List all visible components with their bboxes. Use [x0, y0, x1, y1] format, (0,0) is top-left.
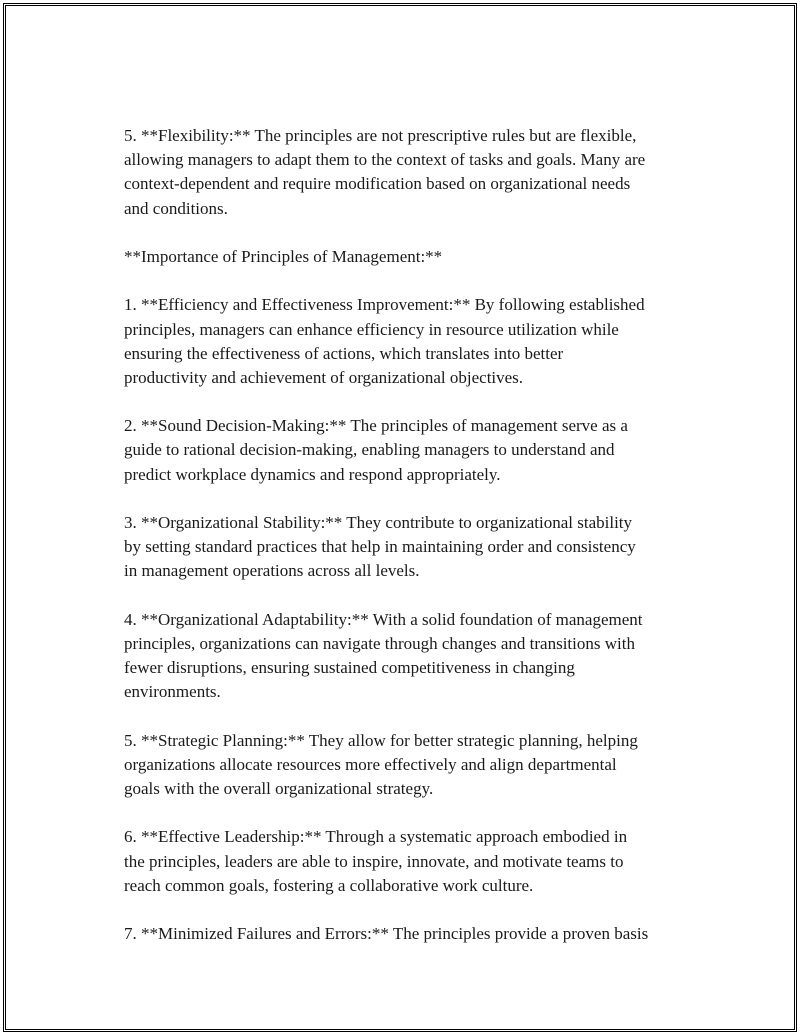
- text-line: **Importance of Principles of Management:**: [124, 246, 443, 266]
- text-line: organizations allocate resources more effectively and align departmental: [124, 754, 617, 774]
- paragraph: [124, 124, 704, 221]
- paragraph: [124, 729, 704, 802]
- text-line: 5. **Strategic Planning:** They allow for better strategic planning, helping: [124, 730, 638, 750]
- paragraph: [124, 414, 704, 487]
- text-line: principles, managers can enhance efficiency in resource utilization while: [124, 319, 619, 339]
- text-line: and conditions.: [124, 198, 228, 218]
- text-line: productivity and achievement of organizational objectives.: [124, 367, 524, 387]
- text-line: predict workplace dynamics and respond appropriately.: [124, 464, 501, 484]
- paragraph-gap: [124, 801, 704, 825]
- text-line: 3. **Organizational Stability:** They contribute to organizational stability: [124, 513, 633, 532]
- text-line: guide to rational decision-making, enabling managers to understand and: [124, 440, 615, 460]
- text-line: reach common goals, fostering a collaborative work culture.: [124, 875, 534, 895]
- paragraph-gap: [124, 390, 704, 414]
- paragraph-gap: [124, 487, 704, 511]
- paragraph-gap: [124, 898, 704, 922]
- text-line: 7. **Minimized Failures and Errors:** The principles provide a proven basis: [124, 924, 649, 944]
- text-line: in management operations across all levels.: [124, 561, 420, 581]
- text-line: 5. **Flexibility:** The principles are not prescriptive rules but are flexible,: [124, 126, 637, 145]
- paragraph: [124, 245, 704, 269]
- text-line: 6. **Effective Leadership:** Through a systematic approach embodied in: [124, 827, 628, 847]
- text-line: the principles, leaders are able to inspire, innovate, and motivate teams to: [124, 851, 624, 871]
- paragraph-gap: [124, 584, 704, 608]
- text-line: context-dependent and require modification based on organizational needs: [124, 174, 631, 194]
- paragraph: [124, 511, 704, 584]
- page-frame: [3, 3, 797, 1032]
- text-line: allowing managers to adapt them to the context of tasks and goals. Many are: [124, 150, 646, 170]
- page-body: [124, 124, 704, 946]
- paragraph: [124, 608, 704, 705]
- text-line: goals with the overall organizational strategy.: [124, 779, 434, 799]
- text-line: principles, organizations can navigate through changes and transitions with: [124, 633, 635, 653]
- text-line: 2. **Sound Decision-Making:** The principles of management serve as a: [124, 416, 628, 436]
- paragraph-gap: [124, 269, 704, 293]
- text-line: by setting standard practices that help in maintaining order and consistency: [124, 537, 636, 557]
- paragraph-gap: [124, 221, 704, 245]
- text-line: ensuring the effectiveness of actions, which translates into better: [124, 343, 564, 363]
- text-line: 1. **Efficiency and Effectiveness Improvement:** By following established: [124, 295, 645, 315]
- text-line: environments.: [124, 682, 221, 702]
- paragraph: [124, 922, 704, 946]
- text-line: fewer disruptions, ensuring sustained competitiveness in changing: [124, 658, 575, 678]
- paragraph: [124, 825, 704, 898]
- text-line: 4. **Organizational Adaptability:** With a solid foundation of management: [124, 609, 643, 629]
- paragraph: [124, 293, 704, 390]
- paragraph-gap: [124, 705, 704, 729]
